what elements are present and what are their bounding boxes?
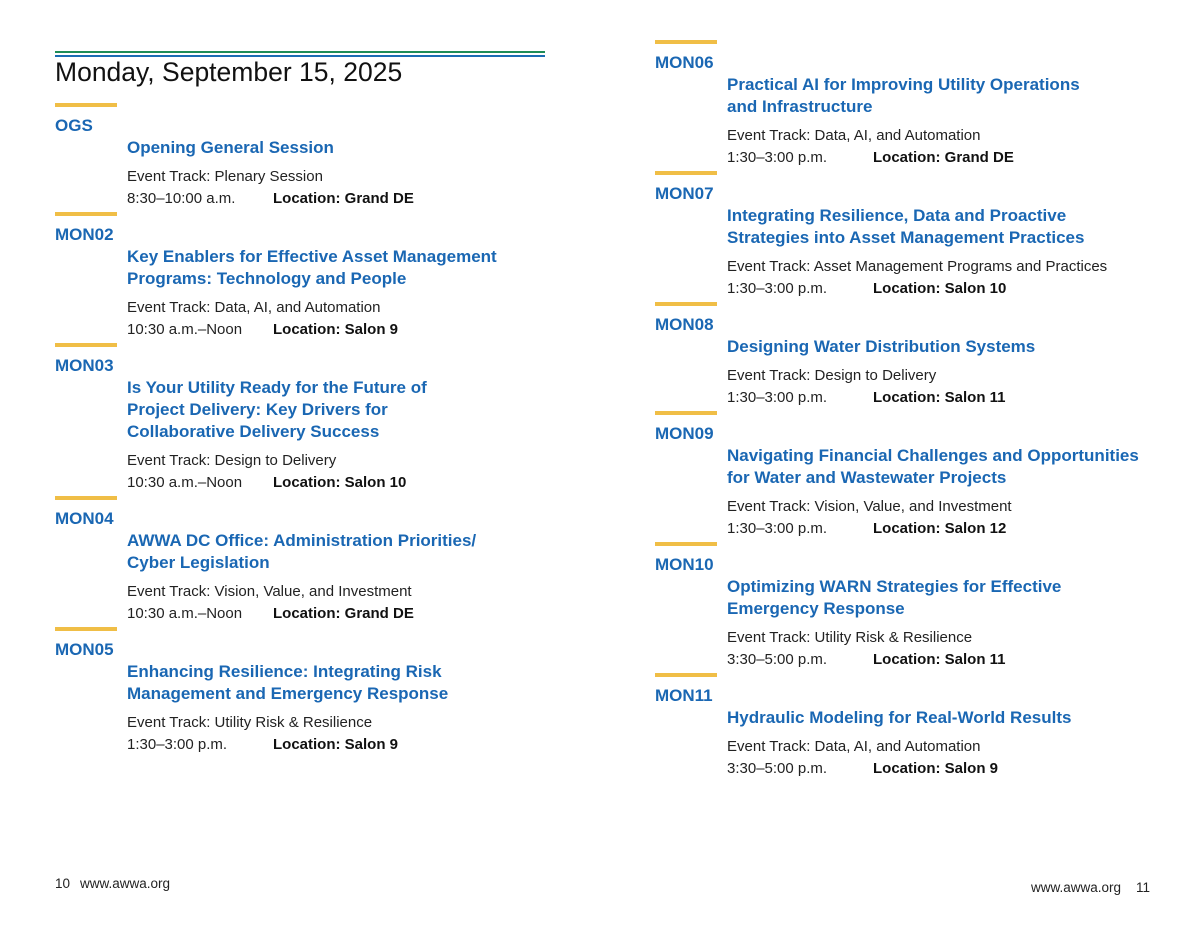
session-location: Location: Salon 9	[273, 736, 399, 753]
session-location: Location: Salon 9	[273, 321, 399, 338]
session-block	[655, 542, 1160, 671]
session-title-line: AWWA DC Office: Administration Priorities/	[127, 531, 477, 550]
session-code: MON10	[655, 555, 714, 574]
session-code: MON02	[55, 225, 114, 244]
session-title	[127, 137, 545, 159]
session-title-line: Collaborative Delivery Success	[127, 422, 380, 441]
session-title-line: Navigating Financial Challenges and Opportunities	[727, 446, 1139, 465]
session-location: Location: Grand DE	[273, 190, 414, 207]
session-title-line: Management and Emergency Response	[127, 684, 449, 703]
session-location: Location: Salon 12	[873, 520, 1007, 537]
session-accent-bar	[655, 411, 717, 415]
session-time: 1:30–3:00 p.m.	[727, 520, 828, 537]
session-code: OGS	[55, 116, 93, 135]
session-time-location	[727, 278, 1160, 300]
session-location: Location: Salon 11	[873, 389, 1006, 406]
session-time-location	[127, 734, 545, 756]
session-time-location	[727, 649, 1160, 671]
session-block	[655, 302, 1160, 409]
session-block	[655, 171, 1160, 300]
session-time-location	[727, 758, 1160, 780]
session-title-line: Is Your Utility Ready for the Future of	[127, 378, 427, 397]
session-time: 8:30–10:00 a.m.	[127, 190, 236, 207]
session-accent-bar	[655, 171, 717, 175]
session-code: MON07	[655, 184, 714, 203]
session-event-track: Event Track: Utility Risk & Resilience	[127, 714, 373, 731]
session-block	[55, 103, 545, 210]
session-accent-bar	[55, 212, 117, 216]
session-accent-bar	[55, 496, 117, 500]
session-time: 1:30–3:00 p.m.	[727, 280, 828, 297]
session-location: Location: Salon 9	[873, 760, 999, 777]
session-code: MON08	[655, 315, 714, 334]
session-title-line: Programs: Technology and People	[127, 269, 407, 288]
session-time-location	[727, 518, 1160, 540]
session-time: 10:30 a.m.–Noon	[127, 321, 243, 338]
session-event-track: Event Track: Data, AI, and Automation	[727, 738, 981, 755]
session-location: Location: Grand DE	[873, 149, 1014, 166]
session-title	[727, 74, 1160, 118]
session-title-line: Emergency Response	[727, 599, 905, 618]
session-block	[655, 411, 1160, 540]
session-title	[727, 205, 1160, 249]
session-event-track: Event Track: Plenary Session	[127, 168, 323, 185]
session-time-location	[727, 147, 1160, 169]
session-block	[55, 627, 545, 756]
session-title-line: Designing Water Distribution Systems	[727, 337, 1036, 356]
session-time: 1:30–3:00 p.m.	[727, 389, 828, 406]
session-title	[127, 530, 545, 574]
footer-left	[55, 875, 170, 893]
session-title-line: Optimizing WARN Strategies for Effective	[727, 577, 1062, 596]
session-title-line: Hydraulic Modeling for Real-World Results	[727, 708, 1072, 727]
session-accent-bar	[655, 40, 717, 44]
session-location: Location: Salon 10	[273, 474, 407, 491]
session-event-track: Event Track: Utility Risk & Resilience	[727, 629, 973, 646]
session-list-left	[55, 103, 545, 758]
session-event-track: Event Track: Vision, Value, and Investment	[127, 583, 412, 600]
session-time-location	[127, 319, 545, 341]
session-title-line: and Infrastructure	[727, 97, 873, 116]
session-accent-bar	[655, 302, 717, 306]
session-code: MON06	[655, 53, 714, 72]
session-event-track: Event Track: Design to Delivery	[127, 452, 337, 469]
session-accent-bar	[655, 542, 717, 546]
page-number-left: 10	[55, 876, 71, 891]
footer-url-left: www.awwa.org	[80, 876, 171, 891]
session-code: MON05	[55, 640, 114, 659]
footer-right	[1031, 879, 1150, 897]
session-title	[127, 377, 545, 443]
session-title	[127, 661, 545, 705]
session-title	[727, 336, 1160, 358]
session-accent-bar	[655, 673, 717, 677]
header-rule-green	[55, 51, 545, 53]
session-time: 1:30–3:00 p.m.	[727, 149, 828, 166]
session-time-location	[127, 188, 545, 210]
session-block	[655, 40, 1160, 169]
session-title-line: Integrating Resilience, Data and Proactive	[727, 206, 1067, 225]
session-event-track: Event Track: Vision, Value, and Investment	[727, 498, 1012, 515]
session-location: Location: Grand DE	[273, 605, 414, 622]
session-title-line: Practical AI for Improving Utility Operations	[727, 75, 1080, 94]
session-block	[55, 496, 545, 625]
session-title-line: Project Delivery: Key Drivers for	[127, 400, 388, 419]
session-event-track: Event Track: Data, AI, and Automation	[127, 299, 381, 316]
session-block	[55, 212, 545, 341]
header-rule	[55, 51, 545, 57]
session-time: 3:30–5:00 p.m.	[727, 760, 828, 777]
session-code: MON09	[655, 424, 714, 443]
session-accent-bar	[55, 627, 117, 631]
session-block	[55, 343, 545, 494]
session-code: MON11	[655, 686, 713, 705]
session-event-track: Event Track: Data, AI, and Automation	[727, 127, 981, 144]
session-title	[127, 246, 545, 290]
session-time: 1:30–3:00 p.m.	[127, 736, 228, 753]
session-title-line: Strategies into Asset Management Practices	[727, 228, 1085, 247]
session-title	[727, 707, 1160, 729]
session-time: 10:30 a.m.–Noon	[127, 474, 243, 491]
session-accent-bar	[55, 343, 117, 347]
session-time: 3:30–5:00 p.m.	[727, 651, 828, 668]
session-time-location	[727, 387, 1160, 409]
session-time: 10:30 a.m.–Noon	[127, 605, 243, 622]
session-title-line: Opening General Session	[127, 138, 334, 157]
session-code: MON04	[55, 509, 114, 528]
session-title	[727, 445, 1160, 489]
session-time-location	[127, 603, 545, 625]
session-location: Location: Salon 11	[873, 651, 1006, 668]
session-time-location	[127, 472, 545, 494]
session-title	[727, 576, 1160, 620]
session-title-line: for Water and Wastewater Projects	[727, 468, 1007, 487]
page-number-right: 11	[1135, 880, 1150, 895]
session-location: Location: Salon 10	[873, 280, 1007, 297]
session-title-line: Key Enablers for Effective Asset Management	[127, 247, 497, 266]
session-event-track: Event Track: Asset Management Programs and Practices	[727, 258, 1108, 275]
session-list-right	[655, 40, 1160, 782]
session-title-line: Enhancing Resilience: Integrating Risk	[127, 662, 442, 681]
session-title-line: Cyber Legislation	[127, 553, 270, 572]
session-event-track: Event Track: Design to Delivery	[727, 367, 937, 384]
session-accent-bar	[55, 103, 117, 107]
session-block	[655, 673, 1160, 780]
session-code: MON03	[55, 356, 114, 375]
footer-url-right: www.awwa.org	[1030, 880, 1121, 895]
page-heading: Monday, September 15, 2025	[55, 57, 403, 87]
